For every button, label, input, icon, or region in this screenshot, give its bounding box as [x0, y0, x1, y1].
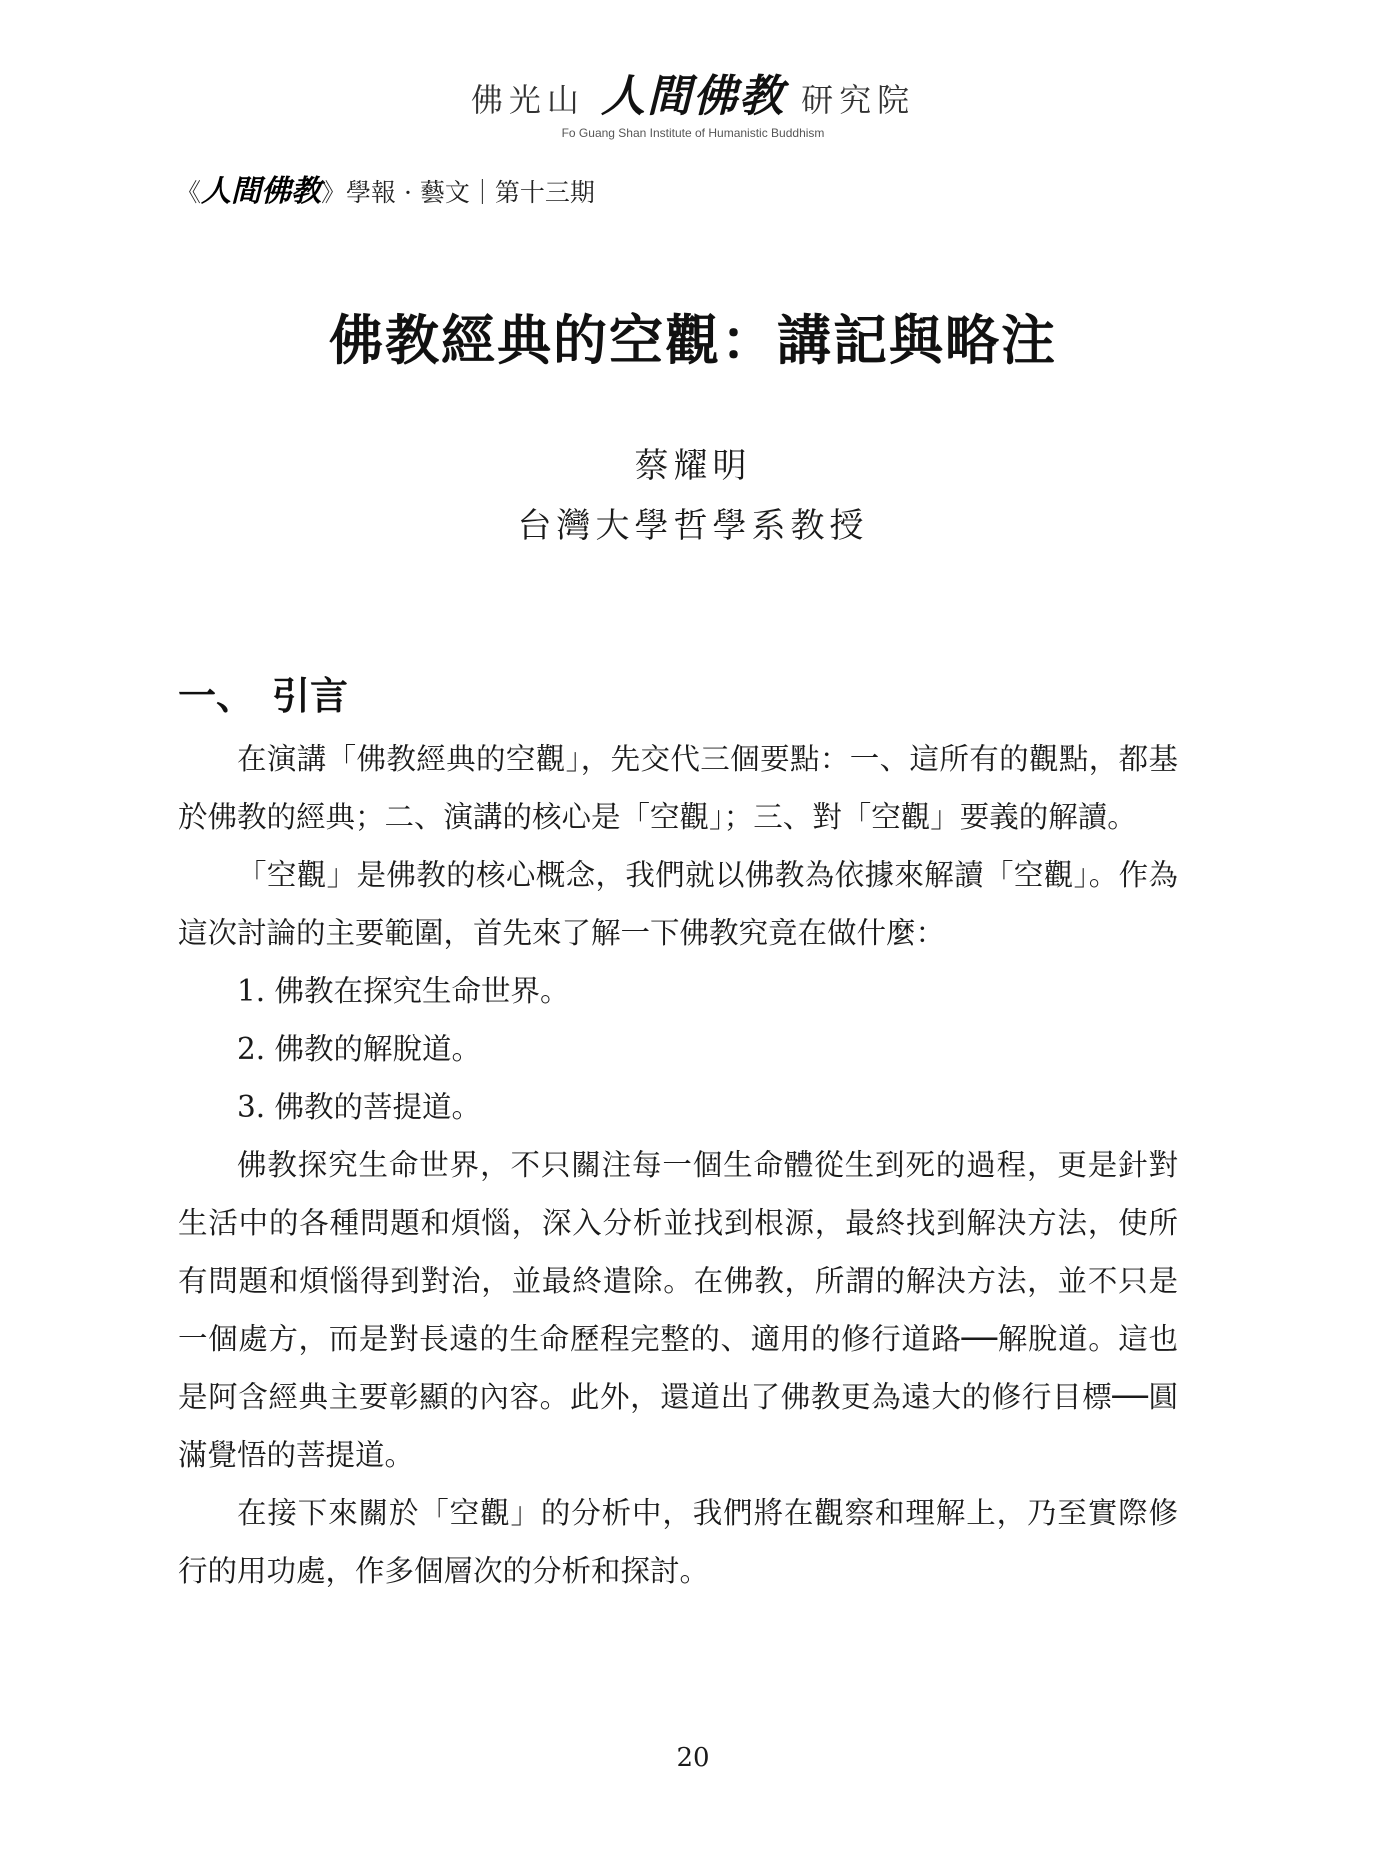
article-title: 佛教經典的空觀：講記與略注 — [329, 308, 1057, 372]
list-item: 3. 佛教的菩提道。 — [237, 1090, 482, 1124]
journal-issue-line — [176, 166, 595, 210]
journal-bracket-close: 》 — [321, 178, 347, 207]
paragraph: 在接下來關於「空觀」的分析中，我們將在觀察和理解上，乃至實際修行的用功處，作多個層次的分析和探討。 — [178, 1496, 1178, 1588]
institute-suffix: 研究院 — [801, 81, 916, 119]
paragraph: 佛教探究生命世界，不只關注每一個生命體從生到死的過程，更是針對生活中的各種問題和煩惱，深入分析並找到根源，最終找到解決方法，使所有問題和煩惱得到對治，並最終遣除。在佛教，所謂的解決方法，並不只是一個處方，而是對長遠的生命歷程完整的、適用的修行道路──解脫道。這也是阿含經典主要彰顯的內容。此外，還道出了佛教更為遠大的修行目標──圓滿覺悟的菩提道。 — [178, 1148, 1178, 1472]
article-body — [178, 730, 1178, 1600]
institute-name — [0, 60, 1386, 124]
section-number: 一、 — [178, 673, 255, 718]
paragraph: 「空觀」是佛教的核心概念，我們就以佛教為依據來解讀「空觀」。作為這次討論的主要範圍，首先來了解一下佛教究竟在做什麼： — [178, 858, 1178, 950]
paragraph: 在演講「佛教經典的空觀」，先交代三個要點：一、這所有的觀點，都基於佛教的經典；二、演講的核心是「空觀」；三、對「空觀」要義的解讀。 — [178, 742, 1178, 834]
institute-prefix: 佛光山 — [470, 81, 585, 119]
author-affiliation: 台灣大學哲學系教授 — [517, 506, 869, 546]
section-heading — [178, 665, 348, 720]
author-name: 蔡耀明 — [634, 446, 752, 486]
journal-issue: 學報 · 藝文｜第十三期 — [346, 178, 595, 207]
list-item: 2. 佛教的解脫道。 — [237, 1032, 482, 1066]
journal-bracket-open: 《 — [176, 178, 202, 207]
section-title: 引言 — [272, 673, 349, 718]
list-item: 1. 佛教在探究生命世界。 — [237, 974, 570, 1008]
journal-brand: 人間佛教 — [201, 174, 322, 209]
institute-header — [0, 60, 1386, 140]
institute-english-name: Fo Guang Shan Institute of Humanistic Buddhism — [561, 126, 825, 140]
page-number: 20 — [676, 1743, 710, 1773]
institute-brand-logo: 人間佛教 — [601, 71, 785, 122]
